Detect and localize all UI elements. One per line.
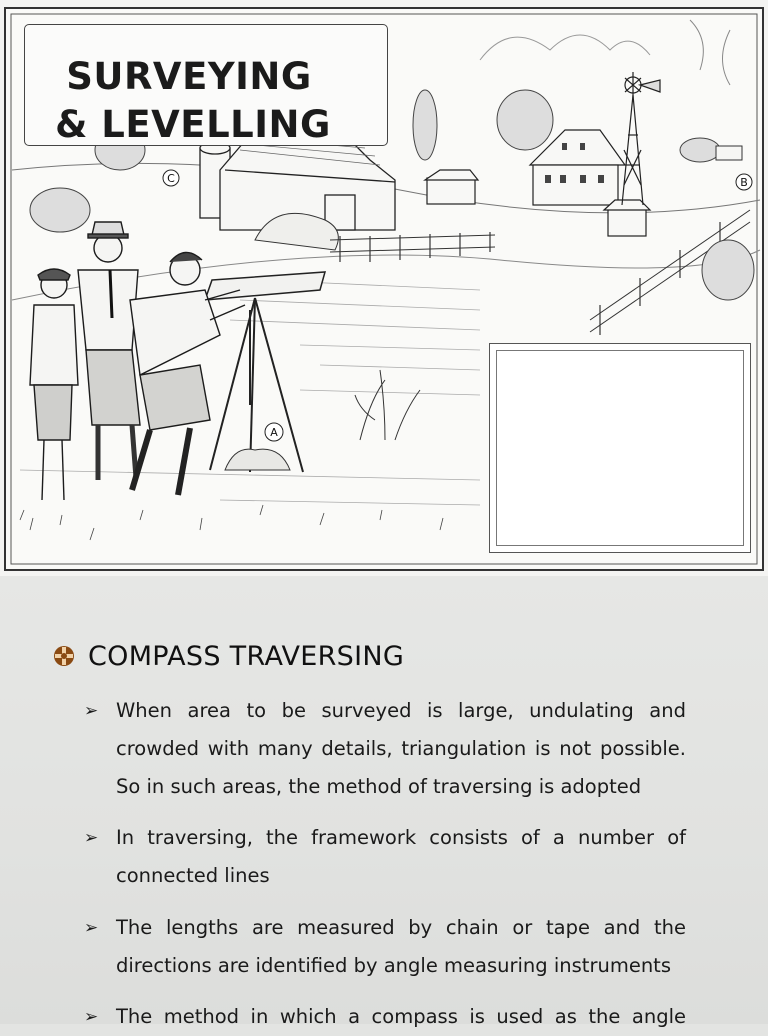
bullet-line: In traversing, the framework consists of a number of bbox=[116, 826, 686, 849]
bullet-line: The lengths are measured by chain or tape and the bbox=[116, 916, 686, 939]
cross-circle-icon bbox=[52, 644, 76, 668]
section-heading-text: COMPASS TRAVERSING bbox=[88, 640, 405, 672]
arrow-bullet-icon: ➢ bbox=[84, 701, 99, 721]
title-line-1: SURVEYING bbox=[66, 55, 312, 98]
section-heading bbox=[52, 636, 404, 676]
bullet-line: directions are identified by angle measuring instruments bbox=[116, 954, 671, 977]
blank-frame-inner bbox=[496, 350, 744, 546]
marker-c: C bbox=[167, 172, 175, 185]
bullet-line: crowded with many details, triangulation is not possible. bbox=[116, 737, 686, 760]
bullet-line: When area to be surveyed is large, undulating and bbox=[116, 699, 686, 722]
arrow-bullet-icon: ➢ bbox=[84, 918, 99, 938]
bullet-item bbox=[84, 998, 686, 1036]
arrow-bullet-icon: ➢ bbox=[84, 1007, 99, 1027]
bullet-line: connected lines bbox=[116, 864, 270, 887]
marker-b: B bbox=[740, 176, 748, 189]
blank-frame bbox=[489, 343, 751, 553]
bullet-line: The method in which a compass is used as the angle bbox=[116, 1005, 686, 1028]
bullet-item bbox=[84, 819, 686, 895]
bullet-item bbox=[84, 692, 686, 806]
arrow-bullet-icon: ➢ bbox=[84, 828, 99, 848]
marker-a: A bbox=[270, 426, 278, 439]
title-box bbox=[24, 24, 388, 146]
bullet-item bbox=[84, 909, 686, 985]
bullet-line: So in such areas, the method of traversing is adopted bbox=[116, 775, 642, 798]
title-line-2: & LEVELLING bbox=[55, 103, 331, 146]
